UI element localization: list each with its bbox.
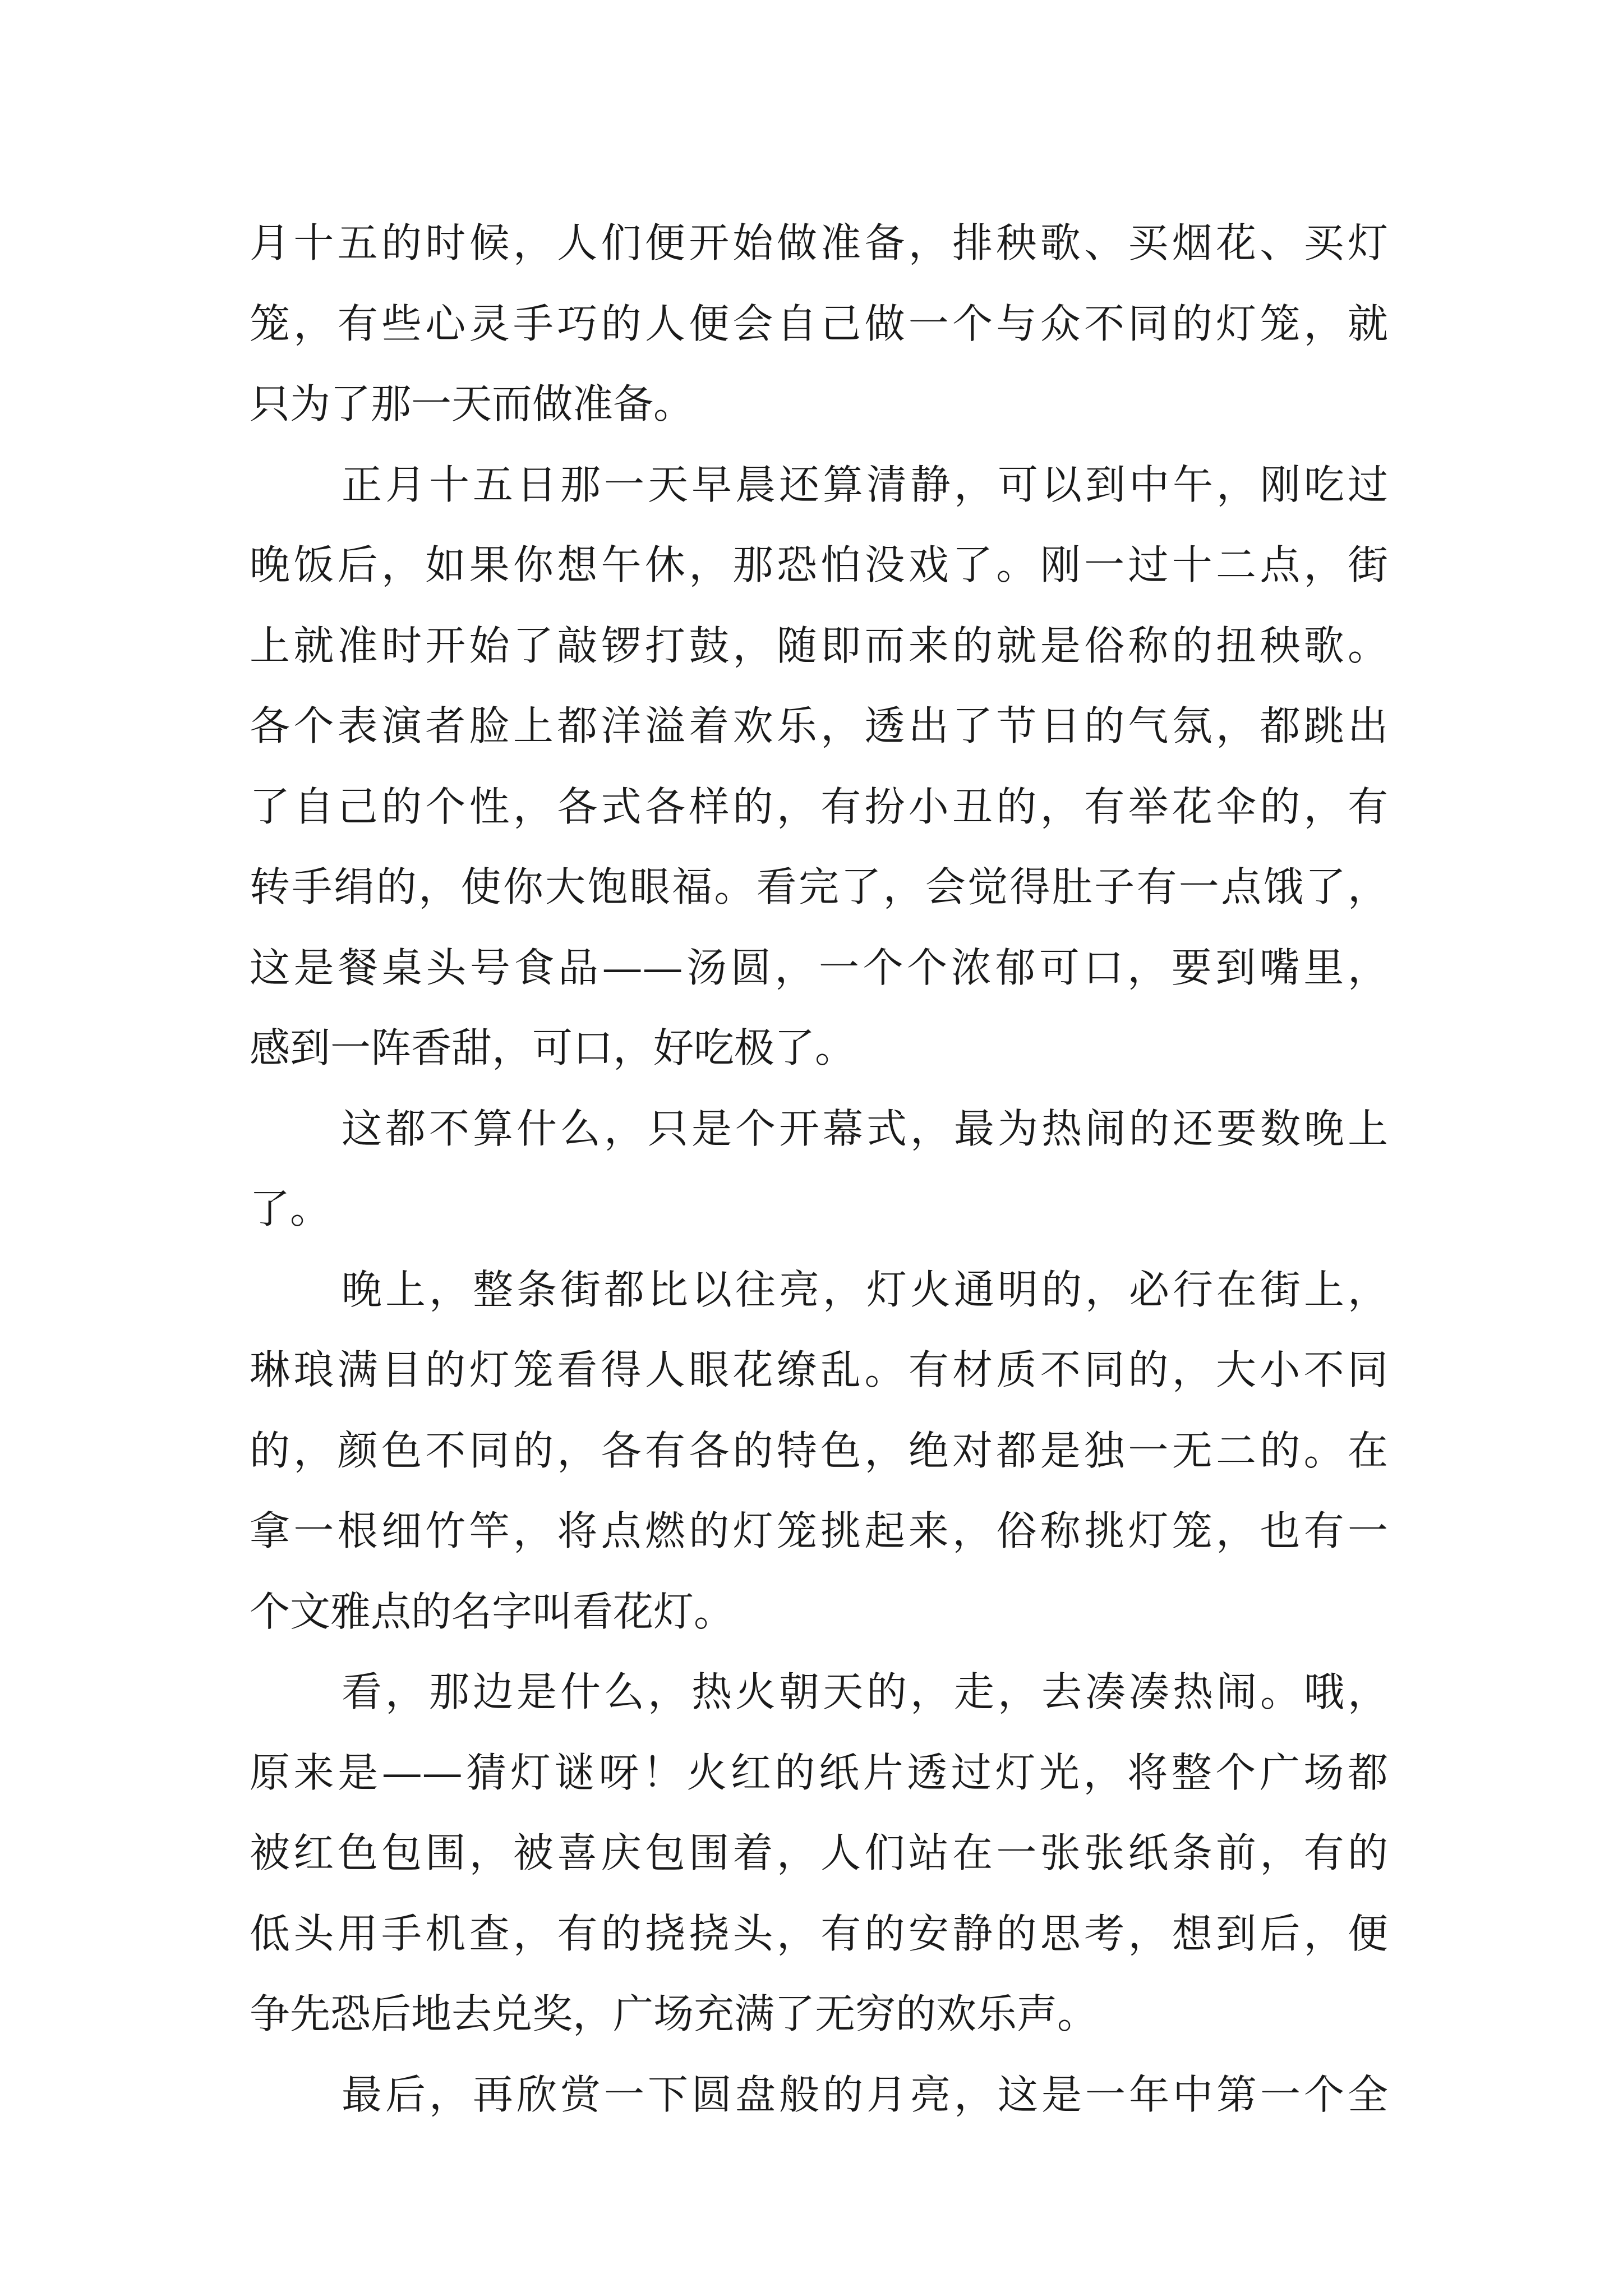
text-line: 低头用手机查，有的挠挠头，有的安静的思考，想到后，便: [250, 1910, 1388, 1957]
text-line: 上就准时开始了敲锣打鼓，随即而来的就是俗称的扭秧歌。: [250, 622, 1388, 669]
text-line: 原来是——猜灯谜呀！火红的纸片透过灯光，将整个广场都: [250, 1749, 1388, 1796]
text-line: 被红色包围，被喜庆包围着，人们站在一张张纸条前，有的: [250, 1829, 1388, 1876]
text-line: 这都不算什么，只是个开幕式，最为热闹的还要数晚上: [342, 1105, 1388, 1152]
text-line: 的，颜色不同的，各有各的特色，绝对都是独一无二的。在: [250, 1427, 1388, 1474]
text-line: 晚饭后，如果你想午休，那恐怕没戏了。刚一过十二点，街: [250, 541, 1388, 588]
text-line: 只为了那一天而做准备。: [250, 380, 694, 427]
text-line: 晚上，整条街都比以往亮，灯火通明的，必行在街上，: [342, 1266, 1388, 1313]
text-line: 琳琅满目的灯笼看得人眼花缭乱。有材质不同的，大小不同: [250, 1346, 1388, 1393]
text-line: 了自己的个性，各式各样的，有扮小丑的，有举花伞的，有: [250, 783, 1388, 830]
text-line: 正月十五日那一天早晨还算清静，可以到中午，刚吃过: [342, 461, 1388, 508]
text-line: 笼，有些心灵手巧的人便会自己做一个与众不同的灯笼，就: [250, 300, 1388, 347]
text-line: 各个表演者脸上都洋溢着欢乐，透出了节日的气氛，都跳出: [250, 702, 1388, 749]
text-line: 争先恐后地去兑奖，广场充满了无穷的欢乐声。: [250, 1990, 1098, 2037]
text-line: 月十五的时候，人们便开始做准备，排秧歌、买烟花、买灯: [250, 219, 1388, 266]
text-line: 感到一阵香甜，可口，好吃极了。: [250, 1024, 856, 1071]
text-line: 这是餐桌头号食品——汤圆，一个个浓郁可口，要到嘴里，: [250, 944, 1388, 991]
text-line: 了。: [250, 1185, 331, 1232]
text-line: 最后，再欣赏一下圆盘般的月亮，这是一年中第一个全: [342, 2070, 1388, 2118]
text-line: 看，那边是什么，热火朝天的，走，去凑凑热闹。哦，: [342, 1668, 1388, 1715]
text-line: 转手绢的，使你大饱眼福。看完了，会觉得肚子有一点饿了，: [250, 863, 1388, 910]
body-text: [250, 203, 1388, 2135]
text-line: 个文雅点的名字叫看花灯。: [250, 1588, 735, 1635]
text-line: 拿一根细竹竿，将点燃的灯笼挑起来，俗称挑灯笼，也有一: [250, 1507, 1388, 1554]
